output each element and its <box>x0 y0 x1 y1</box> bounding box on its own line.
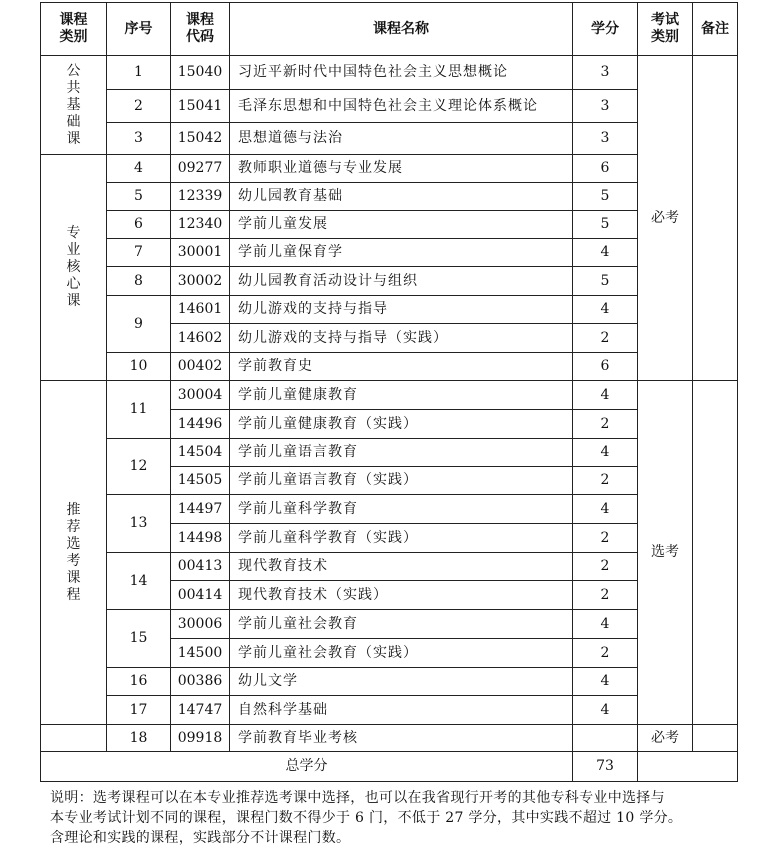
credit-cell: 4 <box>573 381 638 410</box>
header-code: 课程代码 <box>171 3 230 56</box>
code-cell: 14496 <box>171 410 230 439</box>
table-row <box>41 668 738 696</box>
header-seq: 序号 <box>107 3 171 56</box>
seq-cell: 5 <box>107 183 171 211</box>
course-name-cell: 幼儿游戏的支持与指导（实践） <box>230 324 573 353</box>
table-row <box>41 553 738 581</box>
category-core-label: 专业核心课 <box>66 225 81 309</box>
course-name-cell: 学前儿童发展 <box>230 211 573 239</box>
seq-cell: 17 <box>107 696 171 725</box>
code-cell: 00414 <box>171 581 230 610</box>
code-cell: 12340 <box>171 211 230 239</box>
total-row <box>41 752 738 782</box>
seq-cell: 13 <box>107 495 171 553</box>
header-category: 课程类别 <box>41 3 107 56</box>
code-cell: 30006 <box>171 610 230 639</box>
header-remark: 备注 <box>693 3 738 56</box>
credit-cell: 4 <box>573 610 638 639</box>
table-row <box>41 183 738 211</box>
credit-cell: 3 <box>573 123 638 155</box>
code-cell: 14602 <box>171 324 230 353</box>
category-empty <box>41 725 107 752</box>
credit-cell: 2 <box>573 639 638 668</box>
table-row <box>41 725 738 752</box>
course-name-cell: 自然科学基础 <box>230 696 573 725</box>
table-row <box>41 296 738 324</box>
seq-cell: 16 <box>107 668 171 696</box>
code-cell: 30002 <box>171 267 230 296</box>
credit-cell: 2 <box>573 410 638 439</box>
code-cell: 12339 <box>171 183 230 211</box>
header-exam-type: 考试类别 <box>638 3 693 56</box>
table-row <box>41 123 738 155</box>
credit-cell: 2 <box>573 524 638 553</box>
credit-cell: 2 <box>573 553 638 581</box>
seq-cell: 8 <box>107 267 171 296</box>
course-name-cell: 幼儿园教育基础 <box>230 183 573 211</box>
table-row <box>41 90 738 123</box>
credit-cell: 5 <box>573 267 638 296</box>
credit-cell: 6 <box>573 155 638 183</box>
code-cell: 00402 <box>171 353 230 381</box>
code-cell: 15041 <box>171 90 230 123</box>
code-cell: 30001 <box>171 239 230 267</box>
course-name-cell: 学前儿童健康教育（实践） <box>230 410 573 439</box>
course-name-cell: 学前儿童科学教育 <box>230 495 573 524</box>
course-name-cell: 思想道德与法治 <box>230 123 573 155</box>
code-cell: 30004 <box>171 381 230 410</box>
code-cell: 15040 <box>171 56 230 90</box>
table-row <box>41 381 738 410</box>
exam-type-elective: 选考 <box>638 381 693 725</box>
category-elective <box>41 381 107 725</box>
table-row <box>41 495 738 524</box>
code-cell: 14500 <box>171 639 230 668</box>
course-name-cell: 学前儿童语言教育 <box>230 439 573 467</box>
category-core <box>41 155 107 381</box>
exam-type-required-last: 必考 <box>638 725 693 752</box>
seq-cell: 2 <box>107 90 171 123</box>
table-row <box>41 155 738 183</box>
code-cell: 14505 <box>171 467 230 495</box>
table-row <box>41 211 738 239</box>
category-elective-label: 推荐选考课程 <box>66 501 81 603</box>
table-row <box>41 267 738 296</box>
code-cell: 09918 <box>171 725 230 752</box>
course-name-cell: 学前儿童语言教育（实践） <box>230 467 573 495</box>
total-value: 73 <box>573 752 638 782</box>
course-name-cell: 教师职业道德与专业发展 <box>230 155 573 183</box>
seq-cell: 18 <box>107 725 171 752</box>
credit-cell: 3 <box>573 56 638 90</box>
credit-cell: 4 <box>573 495 638 524</box>
table-row <box>41 610 738 639</box>
credit-cell: 4 <box>573 696 638 725</box>
seq-cell: 14 <box>107 553 171 610</box>
total-label: 总学分 <box>41 752 573 782</box>
course-name-cell: 毛泽东思想和中国特色社会主义理论体系概论 <box>230 90 573 123</box>
course-plan-table <box>40 2 738 782</box>
seq-cell: 3 <box>107 123 171 155</box>
header-name: 课程名称 <box>230 3 573 56</box>
note-line-3: 含理论和实践的课程，实践部分不计课程门数。 <box>50 830 351 846</box>
table-row <box>41 353 738 381</box>
header-credit: 学分 <box>573 3 638 56</box>
credit-cell: 2 <box>573 581 638 610</box>
total-empty <box>638 752 738 782</box>
course-name-cell: 学前教育毕业考核 <box>230 725 573 752</box>
course-name-cell: 学前儿童健康教育 <box>230 381 573 410</box>
seq-cell: 1 <box>107 56 171 90</box>
seq-cell: 9 <box>107 296 171 353</box>
credit-cell: 2 <box>573 324 638 353</box>
course-name-cell: 学前儿童社会教育（实践） <box>230 639 573 668</box>
course-name-cell: 学前教育史 <box>230 353 573 381</box>
code-cell: 14747 <box>171 696 230 725</box>
explanation-note <box>50 788 750 848</box>
code-cell: 14497 <box>171 495 230 524</box>
code-cell: 14601 <box>171 296 230 324</box>
exam-type-required: 必考 <box>638 56 693 381</box>
credit-cell: 5 <box>573 183 638 211</box>
course-name-cell: 幼儿文学 <box>230 668 573 696</box>
course-name-cell: 现代教育技术 <box>230 553 573 581</box>
credit-cell: 2 <box>573 467 638 495</box>
table-row <box>41 696 738 725</box>
note-line-1: 说明：选考课程可以在本专业推荐选考课中选择，也可以在我省现行开考的其他专科专业中选择与 <box>50 790 665 806</box>
table-row <box>41 439 738 467</box>
course-name-cell: 现代教育技术（实践） <box>230 581 573 610</box>
course-name-cell: 学前儿童社会教育 <box>230 610 573 639</box>
seq-cell: 12 <box>107 439 171 495</box>
code-cell: 00413 <box>171 553 230 581</box>
category-public-label: 公共基础课 <box>66 62 81 147</box>
credit-cell: 5 <box>573 211 638 239</box>
table-row <box>41 56 738 90</box>
table-row <box>41 239 738 267</box>
credit-cell: 4 <box>573 439 638 467</box>
course-name-cell: 幼儿游戏的支持与指导 <box>230 296 573 324</box>
note-line-2: 本专业考试计划不同的课程，课程门数不得少于 6 门，不低于 27 学分，其中实践不超过 10 学分。 <box>50 810 683 826</box>
code-cell: 14498 <box>171 524 230 553</box>
remark-cell <box>693 725 738 752</box>
seq-cell: 7 <box>107 239 171 267</box>
remark-cell <box>693 56 738 381</box>
code-cell: 14504 <box>171 439 230 467</box>
code-cell: 00386 <box>171 668 230 696</box>
seq-cell: 10 <box>107 353 171 381</box>
course-name-cell: 学前儿童科学教育（实践） <box>230 524 573 553</box>
course-name-cell: 幼儿园教育活动设计与组织 <box>230 267 573 296</box>
category-public <box>41 56 107 155</box>
credit-cell: 4 <box>573 296 638 324</box>
credit-cell: 4 <box>573 239 638 267</box>
credit-cell <box>573 725 638 752</box>
seq-cell: 4 <box>107 155 171 183</box>
course-name-cell: 学前儿童保育学 <box>230 239 573 267</box>
credit-cell: 6 <box>573 353 638 381</box>
seq-cell: 15 <box>107 610 171 668</box>
code-cell: 09277 <box>171 155 230 183</box>
seq-cell: 11 <box>107 381 171 439</box>
credit-cell: 3 <box>573 90 638 123</box>
course-name-cell: 习近平新时代中国特色社会主义思想概论 <box>230 56 573 90</box>
seq-cell: 6 <box>107 211 171 239</box>
remark-cell <box>693 381 738 725</box>
header-row <box>41 3 738 56</box>
code-cell: 15042 <box>171 123 230 155</box>
credit-cell: 4 <box>573 668 638 696</box>
